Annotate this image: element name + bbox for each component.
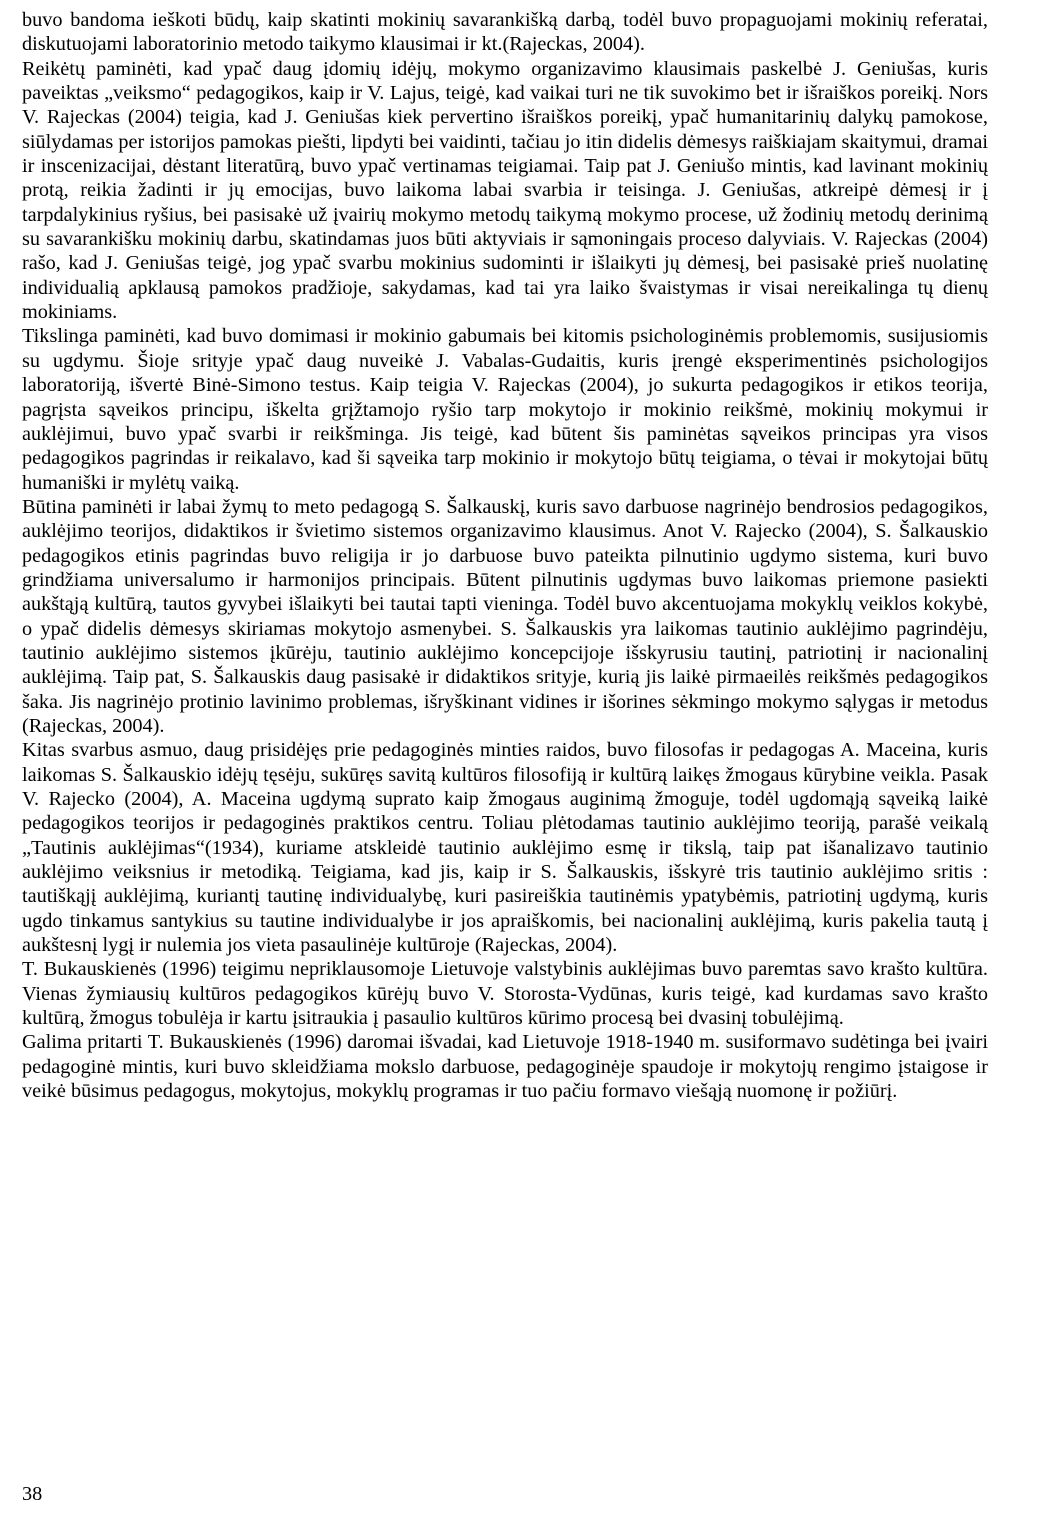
- paragraph-salkauskis: Būtina paminėti ir labai žymų to meto pedagogą S. Šalkauskį, kuris savo darbuose nagrinėjo bendrosios pedagogikos, auklėjimo teorijos, didaktikos ir švietimo sistemos organizavimo klausimus. Anot V. Rajecko (2004), S. Šalkauskio pedagogikos etinis pagrindas buvo religija ir jo darbuose buvo pateikta pilnutinio ugdymo sistema, kuri buvo grindžiama universalumo ir harmonijos principais. Būtent pilnutinis ugdymas buvo laikomas priemone pasiekti aukštąją kultūrą, tautos gyvybei išlaikyti bei tautai tapti vieninga. Todėl buvo akcentuojama mokyklų veiklos kokybė, o ypač didelis dėmesys skiriamas mokytojo asmenybei. S. Šalkauskis yra laikomas tautinio auklėjimo pagrindėju, tautinio auklėjimo sistemos įkūrėju, tautinio auklėjimo koncepcijoje išskyrusiu tautinį, patriotinį ir nacionalinį auklėjimą. Taip pat, S. Šalkauskis daug pasisakė ir didaktikos srityje, kurią jis laikė pirmaeilės reikšmės pedagogikos šaka. Jis nagrinėjo protinio lavinimo problemas, išryškinant vidines ir išorines sėkmingo mokymo sąlygas ir metodus (Rajeckas, 2004).: [22, 495, 988, 737]
- page-number: 38: [22, 1483, 43, 1505]
- paragraph-maceina: Kitas svarbus asmuo, daug prisidėjęs prie pedagoginės minties raidos, buvo filosofas ir pedagogas A. Maceina, kuris laikomas S. Šalkauskio idėjų tęsėju, sukūręs savitą kultūros filosofiją ir kultūrą laikęs žmogaus kūrybine veikla. Pasak V. Rajecko (2004), A. Maceina ugdymą suprato kaip žmogaus auginimą žmoguje, todėl ugdomąją sąveiką laikė pedagogikos teorijos ir pedagoginės praktikos centru. Toliau plėtodamas tautinio auklėjimo teoriją, parašė veikalą „Tautinis auklėjimas“(1934), kuriame atskleidė tautinio auklėjimo esmę ir tikslą, taip pat išanalizavo tautinio auklėjimo veiksnius ir metodiką. Teigiama, kad jis, kaip ir S. Šalkauskis, išskyrė tris tautinio auklėjimo sritis : tautiškąjį auklėjimą, kuriantį tautinę individualybę, kuri pasireiškia tautinėmis ypatybėmis, patriotinį ugdymą, kuris ugdo tinkamus santykius su tautine individualybe ir jos apraiškomis, bei nacionalinį auklėjimą, kuris pakelia tautą į aukštesnį lygį ir nulemia jos vieta pasaulinėje kultūroje (Rajeckas, 2004).: [22, 739, 988, 957]
- paragraph-conclusion: Galima pritarti T. Bukauskienės (1996) daromai išvadai, kad Lietuvoje 1918-1940 m. susiformavo sudėtinga bei įvairi pedagoginė mintis, kuri buvo skleidžiama mokslo darbuose, pedagoginėje spaudoje ir mokytojų rengimo įstaigose ir veikė būsimus pedagogus, mokytojus, mokyklų programas ir tuo pačiu formavo viešąją nuomonę ir požiūrį.: [22, 1031, 988, 1103]
- document-body: [22, 8, 988, 1103]
- paragraph-continuation: buvo bandoma ieškoti būdų, kaip skatinti mokinių savarankišką darbą, todėl buvo propaguojami mokinių referatai, diskutuojami laboratorinio metodo taikymo klausimai ir kt.(Rajeckas, 2004).: [22, 9, 988, 56]
- paragraph-geniusas: Reikėtų paminėti, kad ypač daug įdomių idėjų, mokymo organizavimo klausimais paskelbė J. Geniušas, kuris paveiktas „veiksmo“ pedagogikos, kaip ir V. Lajus, teigė, kad vaikai turi ne tik suvokimo bet ir išraiškos poreikį. Nors V. Rajeckas (2004) teigia, kad J. Geniušas kiek pervertino išraiškos poreikį, ypač humanitarinių dalykų pamokose, siūlydamas per istorijos pamokas piešti, lipdyti bei vaidinti, tačiau jo itin didelis dėmesys raiškiajam skaitymui, dramai ir inscenizacijai, dėstant literatūrą, buvo ypač vertinamas teigiamai. Taip pat J. Geniušo mintis, kad lavinant mokinių protą, reikia žadinti ir jų emocijas, buvo laikoma labai svarbia ir teisinga. J. Geniušas, atkreipė dėmesį ir į tarpdalykinius ryšius, bei pasisakė už įvairių mokymo metodų taikymą mokymo procese, už žodinių metodų derinimą su savarankišku mokinių darbu, skatindamas juos būti aktyviais ir sąmoningais proceso dalyviais. V. Rajeckas (2004) rašo, kad J. Geniušas teigė, jog ypač svarbu mokinius sudominti ir išlaikyti jų dėmesį, bei pasisakė prieš nuolatinę individualią apklausą pamokos pradžioje, sakydamas, kad tai yra laiko švaistymas ir visai nereikalinga tų dienų mokiniams.: [22, 57, 988, 324]
- paragraph-vabalas-gudaitis: Tikslinga paminėti, kad buvo domimasi ir mokinio gabumais bei kitomis psichologinėmis problemomis, susijusiomis su ugdymu. Šioje srityje ypač daug nuveikė J. Vabalas-Gudaitis, kuris įrengė eksperimentinės psichologijos laboratoriją, išvertė Binė-Simono testus. Kaip teigia V. Rajeckas (2004), jo sukurta pedagogikos ir etikos teorija, pagrįsta sąveikos principu, iškelta grįžtamojo ryšio tarp mokytojo ir mokinio reikšmė, mokinių mokymui ir auklėjimui, buvo ypač svarbi ir reikšminga. Jis teigė, kad būtent šis paminėtas sąveikos principas yra visos pedagogikos pagrindas ir reikalavo, kad ši sąveika tarp mokinio ir mokytojo būtų teigiama, o tėvai ir mokytojai būtų humaniški ir mylėtų vaiką.: [22, 325, 988, 494]
- paragraph-bukauskiene: T. Bukauskienės (1996) teigimu nepriklausomoje Lietuvoje valstybinis auklėjimas buvo paremtas savo krašto kultūra. Vienas žymiausių kultūros pedagogikos kūrėjų buvo V. Storosta-Vydūnas, kuris teigė, kad kurdamas savo krašto kultūrą, žmogus tobulėja ir kartu įsitraukia į pasaulio kultūros kūrimo procesą bei dvasinį tobulėjimą.: [22, 958, 988, 1030]
